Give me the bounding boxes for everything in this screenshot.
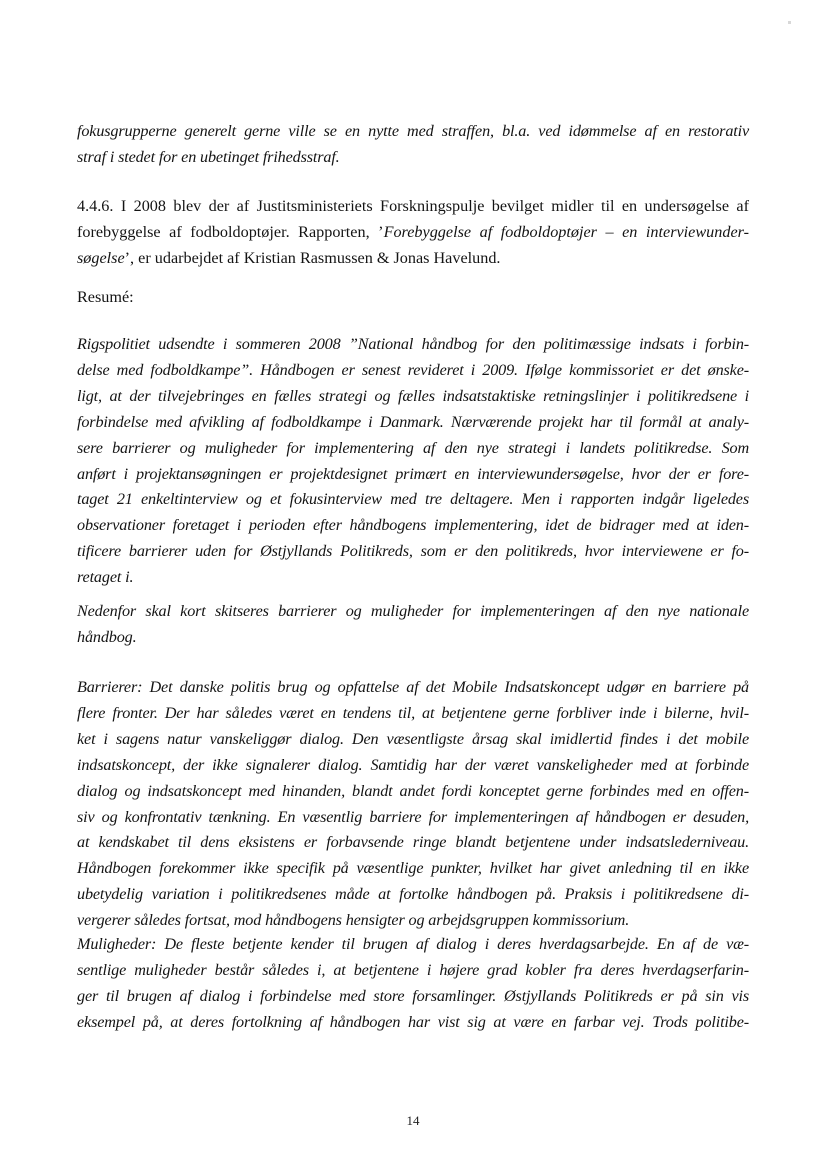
report-title: Forebyggelse af fodboldoptøjer – en interviewunder- <box>383 222 749 241</box>
paragraph-barriers <box>77 675 749 934</box>
text-line: ket i sagens natur vanskeliggør dialog. Den væsentligste årsag skal imidlertid findes i det mobile <box>77 729 749 748</box>
text-run: forebyggelse af fodboldoptøjer. Rapporten, ’ <box>77 222 384 241</box>
paragraph-opportunities <box>77 932 749 1036</box>
text-line: flere fronter. Der har således været en tendens til, at betjentene gerne forbliver inde i bilerne, hvil- <box>77 703 749 722</box>
paragraph-resume <box>77 332 749 591</box>
text-line <box>77 246 749 272</box>
text-line: ligt, at der tilvejebringes en fælles strategi og fælles indsatstaktiske retningslinjer i politikredsene i <box>77 386 749 405</box>
report-title-end: søgelse <box>77 248 125 267</box>
page-number: 14 <box>406 1113 420 1128</box>
text-line: sentlige muligheder består således i, at betjentene i højere grad kobler fra deres hverdagserfarin- <box>77 960 749 979</box>
text-line: sere barrierer og muligheder for implementering af den nye strategi i landets politikredse. Som <box>77 438 749 457</box>
resume-heading: Resumé: <box>77 288 134 306</box>
text-line: ger til brugen af dialog i forbindelse med store forsamlinger. Østjyllands Politikreds er på sin vis <box>77 986 749 1005</box>
text-line: straf i stedet for en ubetinget frihedsstraf. <box>77 147 340 166</box>
text-line: indsatskoncept, der ikke signalerer dialog. Samtidig har der været vanskeligheder med at forbinde <box>77 755 749 774</box>
text-line: delse med fodboldkampe”. Håndbogen er senest revideret i 2009. Ifølge kommissoriet er det ønske- <box>77 360 749 379</box>
text-line: håndbog. <box>77 627 137 646</box>
paragraph-4-4-6 <box>77 194 749 272</box>
text-line: at kendskabet til dens eksistens er forbavsende ringe blandt betjentene under indsatslederniveau. <box>77 833 749 852</box>
text-line: observationer foretaget i perioden efter håndbogens implementering, idet de bidrager med at iden- <box>77 516 749 535</box>
text-line: vergerer således fortsat, mod håndbogens hensigter og arbejdsgruppen kommissorium. <box>77 911 630 930</box>
text-line: eksempel på, at deres fortolkning af håndbogen har vist sig at være en farbar vej. Trods politibe- <box>77 1012 749 1031</box>
text-line: siv og konfrontativ tænkning. En væsentlig barriere for implementeringen af håndbogen er desuden, <box>77 807 749 826</box>
paragraph-overview <box>77 599 749 651</box>
scan-mark <box>788 21 791 24</box>
text-line: Muligheder: De fleste betjente kender til brugen af dialog i deres hverdagsarbejde. En af de væ- <box>77 935 749 953</box>
text-line: Barrierer: Det danske politis brug og opfattelse af det Mobile Indsatskoncept udgør en barriere på <box>77 678 749 696</box>
text-run: ’, er udarbejdet af Kristian Rasmussen & Jonas Havelund. <box>124 248 501 267</box>
text-line: Nedenfor skal kort skitseres barrierer og muligheder for implementeringen af den nye nationale <box>77 602 749 620</box>
text-line: ubetydelig variation i politikredsenes måde at fortolke håndbogen på. Praksis i politikredsene di- <box>77 885 749 904</box>
text-line: tificere barrierer uden for Østjyllands Politikreds, som er den politikreds, hvor interviewene er fo- <box>77 542 749 561</box>
text-line: 4.4.6. I 2008 blev der af Justitsministeriets Forskningspulje bevilget midler til en undersøgelse af <box>77 197 749 215</box>
text-line: retaget i. <box>77 568 134 587</box>
text-line: dialog og indsatskoncept med hinanden, blandt andet fordi konceptet gerne forbindes med en offen- <box>77 781 749 800</box>
text-line: anført i projektansøgningen er projektdesignet primært en interviewundersøgelse, hvor der er fore- <box>77 464 749 483</box>
text-line: Rigspolitiet udsendte i sommeren 2008 ”National håndbog for den politimæssige indsats i forbin- <box>77 335 749 353</box>
text-line: Håndbogen forekommer ikke specifik på væsentlige punkter, hvilket har givet anledning til en ikke <box>77 859 749 878</box>
text-line: taget 21 enkeltinterview og et fokusinterview med tre deltagere. Men i rapporten indgår ligeledes <box>77 490 749 509</box>
text-line: forbindelse med afvikling af fodboldkampe i Danmark. Nærværende projekt har til formål at analy- <box>77 412 749 431</box>
paragraph-focus-groups <box>77 119 749 171</box>
text-line <box>77 220 749 246</box>
text-line: fokusgrupperne generelt gerne ville se en nytte med straffen, bl.a. ved idømmelse af en restorativ <box>77 122 749 140</box>
